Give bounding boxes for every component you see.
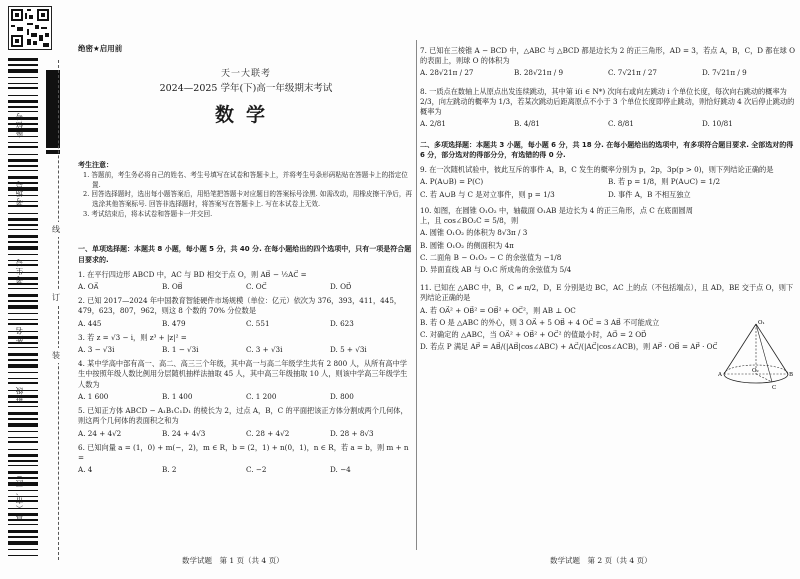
option-d[interactable]: D. 800 bbox=[330, 391, 354, 401]
right-column bbox=[420, 0, 796, 579]
barcode-bar bbox=[8, 300, 38, 302]
section-single-choice bbox=[78, 244, 414, 475]
question-2 bbox=[78, 296, 414, 329]
barcode-bar bbox=[8, 69, 38, 73]
question-stem: 1. 在平行四边形 ABCD 中，AC 与 BD 相交于点 O，则 AB⃗ − ½AC⃗ = bbox=[78, 269, 307, 279]
barcode-bar bbox=[8, 372, 38, 373]
option-b[interactable]: B. 若 O 是 △ABC 的外心，则 3 OA⃗ + 5 OB⃗ + 4 OC⃗ = 3 AB⃗ 不可能成立 bbox=[420, 317, 660, 327]
barcode-bar bbox=[8, 58, 38, 61]
notice-title: 考生注意： bbox=[78, 161, 113, 169]
option-b[interactable]: B. 若 p = 1/8，则 P(A∪C) = 1/2 bbox=[608, 177, 721, 187]
option-c[interactable]: C. 若 A∪B 与 C 是对立事件，则 p = 1/3 bbox=[420, 189, 555, 199]
barcode-bar bbox=[8, 406, 38, 407]
barcode-bar bbox=[8, 154, 38, 155]
option-b[interactable]: B. 479 bbox=[162, 318, 186, 328]
barcode-bar bbox=[8, 229, 38, 230]
cone-figure bbox=[718, 318, 794, 390]
barcode-bar bbox=[8, 423, 38, 427]
barcode-bar bbox=[8, 87, 38, 89]
class-label: 班级 bbox=[15, 386, 24, 403]
barcode-bar bbox=[8, 460, 38, 462]
barcode-bar bbox=[8, 353, 38, 356]
option-a[interactable]: A. OA⃗ bbox=[78, 281, 99, 291]
barcode-bar bbox=[8, 218, 38, 221]
option-c[interactable]: C. 3 + √3i bbox=[246, 345, 283, 354]
barcode-bar bbox=[8, 159, 38, 162]
question-stem: 3. 若 z = √3 − i，则 z³ + |z|² = bbox=[78, 332, 187, 342]
option-d[interactable]: D. 28 + 8√3 bbox=[330, 428, 374, 438]
barcode-bar bbox=[8, 319, 38, 320]
option-d[interactable]: D. 10/81 bbox=[702, 119, 733, 129]
question-stem: 10. 如图，在圆锥 O₁O₂ 中，轴截面 O₁AB 是边长为 4 的正三角形，点 C 在底面圆周上，且 cos∠BO₂C = 5/8，则 bbox=[420, 205, 693, 226]
option-c[interactable]: C. 8/81 bbox=[608, 119, 634, 129]
question-stem: 7. 已知在三棱锥 A − BCD 中，△ABC 与 △BCD 都是边长为 2 的正三角形，AD = 3，若点 A，B，C，D 都在球 O 的表面上，则球 O 的体积为 bbox=[420, 46, 796, 66]
barcode-bar bbox=[8, 95, 38, 96]
label-a: A bbox=[718, 372, 722, 378]
option-a[interactable]: A. 3 − √3i bbox=[78, 345, 115, 354]
barcode-bar bbox=[8, 142, 38, 143]
barcode-bar bbox=[8, 465, 38, 466]
option-b[interactable]: B. OB⃗ bbox=[162, 281, 183, 291]
barcode-bar bbox=[8, 254, 38, 255]
left-column bbox=[78, 0, 414, 579]
barcode-bar bbox=[8, 235, 38, 238]
option-b[interactable]: B. 1 − √3i bbox=[162, 345, 199, 354]
option-a[interactable]: A. 28√21π / 27 bbox=[420, 68, 474, 78]
option-d[interactable]: D. 事件 A，B 不相互独立 bbox=[608, 189, 691, 199]
exam-title: 2024—2025 学年(下)高一年级期末考试 bbox=[159, 82, 333, 94]
candidate-number-label: 考生号 bbox=[15, 258, 24, 284]
question-stem: 11. 已知在 △ABC 中，B，C ≠ π/2，D，E 分别是边 BC，AC 上的点（不包括端点），且 AD，BE 交于点 O，则下列结论正确的是 bbox=[420, 283, 794, 303]
question-1 bbox=[78, 270, 414, 292]
barcode-bar bbox=[8, 246, 38, 250]
notice-block bbox=[78, 160, 414, 219]
question-5 bbox=[78, 406, 414, 439]
question-stem: 6. 已知向量 a = (1，0) + m(−，2)，m ∈ R，b = (2，1) + n(0，1)，n ∈ R，若 a = b，则 m + n = bbox=[78, 442, 409, 462]
barcode-bar bbox=[8, 64, 38, 66]
question-3 bbox=[78, 333, 414, 355]
barcode-bar bbox=[8, 305, 38, 309]
barcode-bar bbox=[8, 378, 38, 379]
question-stem: 8. 一质点在数轴上从原点出发连续跳动，其中第 i(i ∈ N*) 次向右或向左跳动 i 个单位长度，每次向右跳动的概率为 2/3，向左跳动的概率为 1/3，若某次跳动后距离原点不小于 3 个单位长度即停止跳动，则恰好跳动 4 次后停止跳动的概率为 bbox=[420, 86, 795, 117]
option-c[interactable]: C. 28 + 4√2 bbox=[246, 428, 290, 438]
barcode-bar bbox=[8, 359, 38, 361]
barcode-bar bbox=[8, 449, 38, 450]
label-o2: O₂ bbox=[752, 368, 759, 374]
question-stem: 2. 已知 2017—2024 年中国教育智能硬件市场规模（单位：亿元）依次为 376，393，411，445，479，623，807，962，则这 8 个数的 70% 分位数是 bbox=[78, 296, 402, 316]
question-stem: 9. 在一次随机试验中，彼此互斥的事件 A，B，C 发生的概率分别为 p，2p，3p(p > 0)，则下列结论正确的是 bbox=[420, 165, 774, 175]
cut-char-bind: 订 bbox=[52, 290, 60, 305]
question-6 bbox=[78, 443, 414, 476]
barcode-bar bbox=[8, 418, 38, 420]
option-d[interactable]: D. −4 bbox=[330, 465, 351, 475]
barcode-bar bbox=[8, 431, 38, 432]
option-c[interactable]: C. 对确定的 △ABC，当 OA⃗² + OB⃗² + OC⃗² 的值最小时，AO⃗ = 2 OD⃗ bbox=[420, 330, 647, 340]
barcode-bar bbox=[8, 170, 38, 171]
notice-item: 3. 考试结束后，将本试卷和答题卡一并交回. bbox=[83, 209, 213, 218]
barcode-bar bbox=[8, 555, 38, 556]
binding-strip bbox=[0, 0, 72, 579]
barcode-bar bbox=[8, 288, 38, 289]
column-divider bbox=[416, 40, 417, 550]
option-d[interactable]: D. 623 bbox=[330, 318, 354, 328]
question-4 bbox=[78, 359, 414, 402]
organizer-title: 天一大联考 bbox=[220, 69, 271, 79]
page-footer-right: 数学试题 第 2 页（共 4 页） bbox=[550, 556, 652, 565]
barcode-bar bbox=[8, 146, 38, 148]
option-b[interactable]: B. 28√21π / 9 bbox=[514, 68, 564, 78]
page-footer-left: 数学试题 第 1 页（共 4 页） bbox=[182, 556, 284, 565]
barcode-bar bbox=[8, 437, 38, 438]
exam-header bbox=[78, 68, 414, 129]
barcode-bar bbox=[8, 241, 38, 243]
option-d[interactable]: D. OD⃗ bbox=[330, 281, 352, 291]
question-stem: 4. 某中学高中部有高一、高二、高三三个年级，其中高一与高二年级学生共有 2 800 人，从所有高中学生中按照年级人数比例用分层随机抽样法抽取 45 人，其中高三年级抽取 10 人，则该中学高三年级学生人数为 bbox=[78, 359, 408, 389]
option-a[interactable]: A. 4 bbox=[78, 465, 93, 475]
option-c[interactable]: C. OC⃗ bbox=[246, 281, 267, 291]
barcode-bar bbox=[8, 382, 38, 384]
exam-room-label: 考场号 bbox=[15, 180, 24, 206]
option-c[interactable]: C. −2 bbox=[246, 465, 267, 475]
barcode-bar bbox=[8, 313, 38, 314]
cut-char-line: 线 bbox=[52, 222, 60, 237]
barcode-bar bbox=[8, 454, 38, 457]
option-b[interactable]: B. 2 bbox=[162, 465, 177, 475]
barcode-bar bbox=[8, 100, 38, 103]
question-9 bbox=[420, 165, 796, 202]
question-7 bbox=[420, 46, 796, 79]
option-b[interactable]: B. 4/81 bbox=[514, 119, 540, 129]
qr-code-icon bbox=[8, 6, 52, 50]
subject-title: 数学 bbox=[214, 104, 277, 127]
label-b: B bbox=[789, 372, 794, 378]
option-d[interactable]: D. 5 + √3i bbox=[330, 345, 367, 354]
barcode-bar bbox=[8, 412, 38, 415]
option-a[interactable]: A. 若 OA⃗² + OB⃗² = OB⃗² + OC⃗²，则 AB ⊥ OC bbox=[420, 305, 576, 315]
barcode-bar bbox=[8, 536, 38, 538]
barcode-bar bbox=[8, 347, 38, 348]
option-a[interactable]: A. 445 bbox=[78, 318, 102, 328]
county-label: 县（市、区） bbox=[15, 470, 24, 521]
option-a[interactable]: A. 2/81 bbox=[420, 119, 446, 129]
option-b[interactable]: B. 圆锥 O₁O₂ 的侧面积为 4π bbox=[420, 240, 514, 250]
barcode-bar bbox=[8, 294, 38, 297]
option-c[interactable]: C. 7√21π / 27 bbox=[608, 68, 657, 78]
label-o1: O₁ bbox=[758, 320, 765, 326]
barcode-bar bbox=[8, 77, 38, 78]
barcode-bar bbox=[8, 364, 38, 368]
option-c[interactable]: C. 二面角 B − O₁O₂ − C 的余弦值为 −1/8 bbox=[420, 252, 562, 262]
option-c[interactable]: C. 551 bbox=[246, 318, 270, 328]
barcode-bar bbox=[8, 549, 38, 550]
barcode-bar bbox=[8, 224, 38, 226]
section-heading: 二、多项选择题：本题共 3 小题，每小题 6 分，共 18 分. 在每小题给出的选项中，有多项符合题目要求. 全部选对的得 6 分，部分选对的得部分分，有选错的得 0 分. bbox=[420, 140, 794, 160]
option-d[interactable]: D. 若点 P 满足 AP⃗ = AB⃗/(|AB⃗|cos∠ABC) + AC⃗/(|AC⃗|cos∠ACB)，则 AP⃗ · OB⃗ = AP⃗ · OC⃗ bbox=[420, 342, 718, 352]
barcode-bar bbox=[8, 524, 38, 525]
option-a[interactable]: A. 1 600 bbox=[78, 391, 109, 401]
barcode-bar bbox=[8, 530, 38, 533]
barcode-bar bbox=[8, 165, 38, 167]
option-c[interactable]: C. 1 200 bbox=[246, 391, 277, 401]
question-8 bbox=[420, 87, 796, 130]
cut-char-pack: 装 bbox=[52, 348, 60, 363]
barcode-bar bbox=[8, 541, 38, 545]
seat-number-label: 座位号 bbox=[15, 112, 24, 138]
option-b[interactable]: B. 1 400 bbox=[162, 391, 193, 401]
option-b[interactable]: B. 24 + 4√3 bbox=[162, 428, 206, 438]
option-a[interactable]: A. 圆锥 O₁O₂ 的体积为 8√3π / 3 bbox=[420, 228, 528, 238]
barcode-bar bbox=[8, 323, 38, 325]
barcode-bar bbox=[8, 106, 38, 108]
label-c: C bbox=[772, 385, 777, 390]
question-10 bbox=[420, 206, 700, 277]
name-label: 姓名 bbox=[15, 326, 24, 343]
confidential-mark: 绝密★启用前 bbox=[78, 44, 123, 53]
option-d[interactable]: D. 异面直线 AB 与 O₁C 所成角的余弦值为 5/4 bbox=[420, 264, 572, 274]
barcode-bar bbox=[8, 213, 38, 214]
barcode-bar bbox=[8, 83, 38, 84]
section-heading: 一、单项选择题：本题共 8 小题，每小题 5 分，共 40 分. 在每小题给出的四个选项中，只有一项是符合题目要求的. bbox=[78, 245, 412, 264]
option-d[interactable]: D. 7√21π / 9 bbox=[702, 68, 747, 78]
barcode-bar bbox=[8, 441, 38, 443]
option-a[interactable]: A. 24 + 4√2 bbox=[78, 428, 122, 438]
cut-line bbox=[58, 60, 59, 560]
notice-item: 2. 回答选择题时，选出每小题答案后，用铅笔把答题卡对应题目的答案标号涂黑. 如需改动，用橡皮擦干净后，再选涂其他答案标号. 回答非选择题时，将答案写在答题卡上. 写在本试卷上无效. bbox=[83, 190, 413, 209]
option-a[interactable]: A. P(A∪B) = P(C) bbox=[420, 177, 484, 187]
notice-item: 1. 答题前，考生务必将自己的姓名、考生号填写在试卷和答题卡上，并将考生号条形码粘贴在答题卡上的指定位置. bbox=[83, 171, 408, 189]
right-questions bbox=[420, 42, 796, 355]
question-stem: 5. 已知正方体 ABCD − A₁B₁C₁D₁ 的棱长为 2，过点 A，B，C 的平面把该正方体分割成两个几何体，则这两个几何体的表面积之和为 bbox=[78, 406, 408, 426]
